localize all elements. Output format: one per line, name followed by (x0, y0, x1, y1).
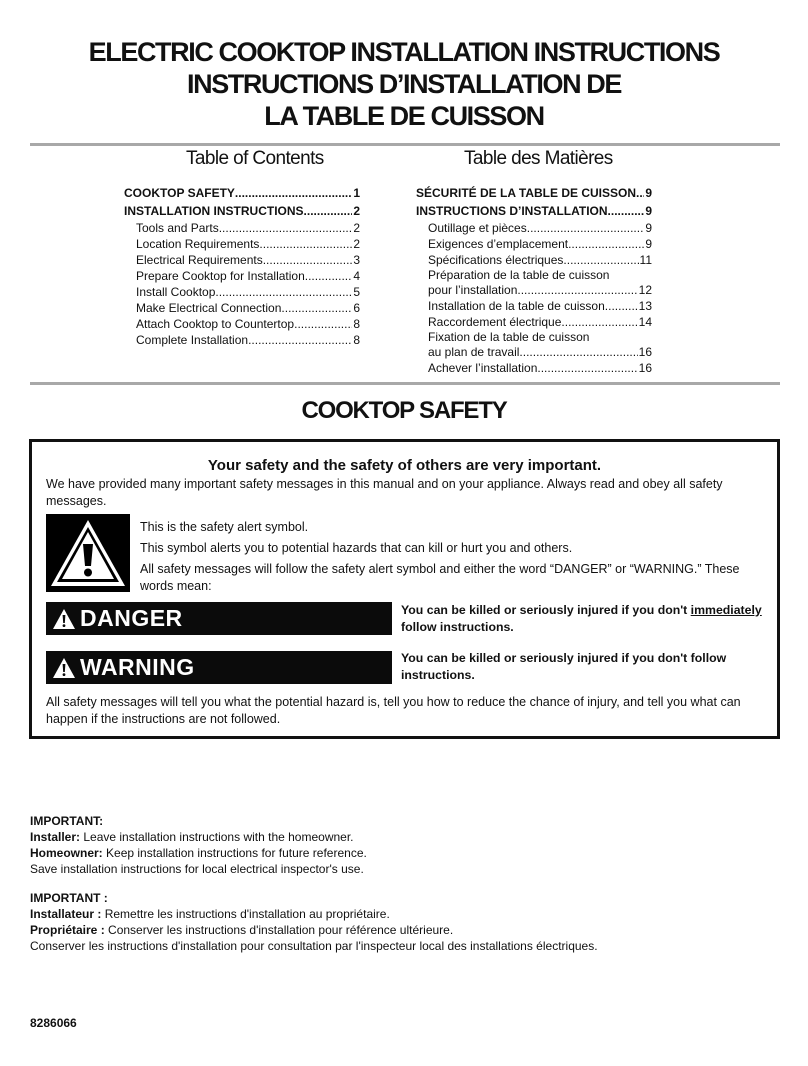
toc-fr-item[interactable]: Raccordement électrique ..... 14 (416, 314, 652, 330)
safety-box (29, 439, 780, 739)
toc-en-item[interactable]: Prepare Cooktop for Installation ..... 4 (124, 268, 360, 284)
important-fr: IMPORTANT : Installateur : Remettre les instructions d'installation au propriétaire. Propriétaire : Conserver les instructions d'installation pour référence ultérieure. Conserver les instructions d'installation pour consultation par l'inspecteur local des installations électriques. (30, 891, 598, 953)
warning-triangle-icon (52, 657, 76, 679)
document-title (0, 36, 808, 132)
toc-fr (416, 184, 652, 376)
danger-description: You can be killed or seriously injured if you don't immediately follow instructions. (401, 603, 762, 634)
alert-explanation (140, 519, 760, 595)
toc-en-item[interactable]: Install Cooktop ..... 5 (124, 284, 360, 300)
title-line-3: LA TABLE DE CUISSON (264, 101, 544, 131)
alert-line: All safety messages will follow the safety alert symbol and either the word “DANGER” or “WARNING.” These words mean: (140, 562, 740, 593)
toc-en-item[interactable]: Electrical Requirements ..... 3 (124, 252, 360, 268)
toc-en-item[interactable]: INSTALLATION INSTRUCTIONS ..... 2 (124, 202, 360, 220)
top-divider (30, 143, 780, 146)
title-line-1: ELECTRIC COOKTOP INSTALLATION INSTRUCTIONS (88, 37, 720, 67)
alert-line: This symbol alerts you to potential hazards that can kill or hurt you and others. (140, 541, 573, 555)
toc-fr-item[interactable]: Achever l’installation ..... 16 (416, 360, 652, 376)
alert-line: This is the safety alert symbol. (140, 520, 309, 534)
warning-triangle-icon (52, 608, 76, 630)
safety-alert-icon (46, 514, 130, 592)
toc-fr-item[interactable]: Installation de la table de cuisson ..... 13 (416, 298, 652, 314)
danger-label: DANGER (80, 605, 183, 631)
toc-en-heading: Table of Contents (186, 148, 324, 169)
toc-en-item[interactable]: Complete Installation ..... 8 (124, 332, 360, 348)
important-heading: IMPORTANT : (30, 891, 108, 905)
important-heading: IMPORTANT: (30, 814, 104, 828)
toc-fr-heading: Table des Matières (464, 148, 613, 169)
warning-label: WARNING (80, 654, 195, 680)
toc-fr-item[interactable]: Outillage et pièces ..... 9 (416, 220, 652, 236)
toc-fr-item[interactable]: INSTRUCTIONS D’INSTALLATION ..... 9 (416, 202, 652, 220)
section-title: COOKTOP SAFETY (301, 397, 507, 424)
toc-fr-item[interactable]: Exigences d’emplacement ..... 9 (416, 236, 652, 252)
safety-footer: All safety messages will tell you what the potential hazard is, tell you how to reduce the chance of injury, and tell you what can happen if the instructions are not followed. (46, 695, 741, 726)
toc-en-item[interactable]: Make Electrical Connection ..... 6 (124, 300, 360, 316)
toc-en-item[interactable]: Location Requirements ..... 2 (124, 236, 360, 252)
toc-fr-item[interactable]: Préparation de la table de cuisson pour l’installation ..... 12 (416, 268, 652, 298)
toc-fr-item[interactable]: Fixation de la table de cuisson au plan de travail ..... 16 (416, 330, 652, 360)
safety-heading: Your safety and the safety of others are very important. (207, 457, 602, 474)
toc-en-item[interactable]: Tools and Parts ..... 2 (124, 220, 360, 236)
warning-signal-word (46, 651, 392, 684)
title-line-2: INSTRUCTIONS D’INSTALLATION DE (187, 69, 621, 99)
toc-en-item[interactable]: Attach Cooktop to Countertop ..... 8 (124, 316, 360, 332)
danger-signal-word (46, 602, 392, 635)
toc-fr-item[interactable]: Spécifications électriques ..... 11 (416, 252, 652, 268)
safety-intro: We have provided many important safety messages in this manual and on your appliance. Always read and obey all safety messages. (46, 477, 723, 508)
toc-fr-item[interactable]: SÉCURITÉ DE LA TABLE DE CUISSON ..... 9 (416, 184, 652, 202)
mid-divider (30, 382, 780, 385)
part-number: 8286066 (30, 1016, 77, 1030)
toc-en-item[interactable]: COOKTOP SAFETY ..... 1 (124, 184, 360, 202)
important-en: IMPORTANT: Installer: Leave installation instructions with the homeowner. Homeowner: Keep installation instructions for future reference. Save installation instructions for local electrical inspector's use. (30, 814, 367, 876)
warning-description: You can be killed or seriously injured if you don't follow instructions. (401, 651, 727, 682)
toc-en (124, 184, 360, 348)
